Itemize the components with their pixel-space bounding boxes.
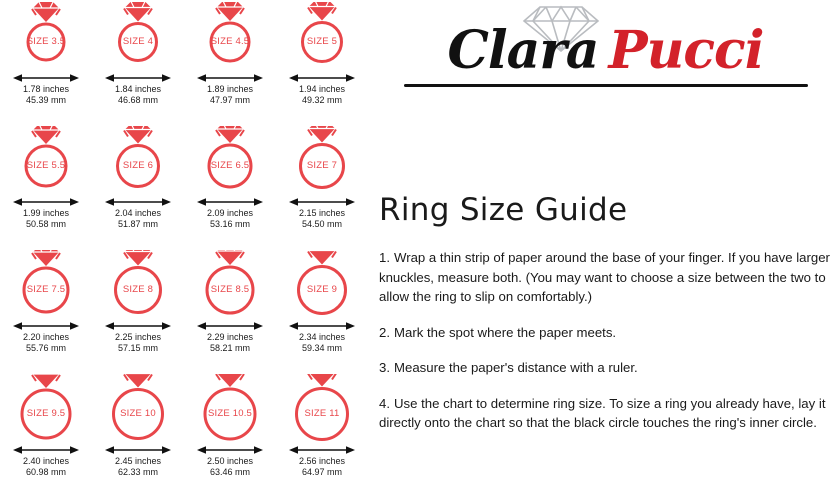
ring-size-label: SIZE 8 (122, 284, 154, 295)
measurement-inches: 1.99 inches (22, 208, 70, 218)
ring-size-cell (0, 372, 92, 496)
ring-illustration (184, 248, 276, 326)
ring-size-label: SIZE 7.5 (26, 284, 66, 295)
measurement-mm: 53.16 mm (209, 219, 251, 229)
ring-size-label: SIZE 6 (122, 160, 154, 171)
ring-size-label: SIZE 5.5 (26, 160, 66, 171)
ring-size-label: SIZE 7 (306, 160, 338, 171)
measurement-mm: 51.87 mm (117, 219, 159, 229)
measurement-text (92, 84, 184, 106)
ring-illustration (276, 0, 368, 78)
ring-illustration (92, 124, 184, 202)
measurement-inches: 2.29 inches (206, 332, 254, 342)
ring-size-label: SIZE 3.5 (26, 36, 66, 47)
ring-size-cell (276, 124, 368, 248)
measurement-inches: 1.84 inches (114, 84, 162, 94)
ring-size-cell (276, 0, 368, 124)
measurement-inches: 1.78 inches (22, 84, 70, 94)
diameter-arrow (289, 70, 355, 80)
ring-size-cell (0, 124, 92, 248)
ring-size-label: SIZE 9 (306, 284, 338, 295)
ring-illustration (92, 372, 184, 450)
ring-size-cell (92, 124, 184, 248)
step-number: 4. (379, 395, 390, 411)
ring-size-label: SIZE 5 (306, 36, 338, 47)
ring-size-cell (276, 248, 368, 372)
ring-size-label: SIZE 4.5 (210, 36, 250, 47)
ring-size-cell (184, 124, 276, 248)
measurement-inches: 2.40 inches (22, 456, 70, 466)
measurement-mm: 64.97 mm (301, 467, 343, 477)
measurement-inches: 2.25 inches (114, 332, 162, 342)
measurement-mm: 57.15 mm (117, 343, 159, 353)
ring-size-label: SIZE 4 (122, 36, 154, 47)
step-number: 3. (379, 360, 390, 375)
instruction-step (379, 358, 834, 378)
ring-illustration (0, 248, 92, 326)
ring-illustration (0, 124, 92, 202)
measurement-mm: 59.34 mm (301, 343, 343, 353)
diameter-arrow (13, 318, 79, 328)
ring-illustration (276, 372, 368, 450)
measurement-text (184, 456, 276, 478)
ring-size-cell (92, 0, 184, 124)
diameter-arrow (197, 318, 263, 328)
diameter-arrow (197, 70, 263, 80)
ring-illustration (0, 372, 92, 450)
diameter-arrow (105, 442, 171, 452)
ring-illustration (276, 124, 368, 202)
measurement-text (0, 208, 92, 230)
ring-size-cell (184, 0, 276, 124)
step-number: 2. (379, 324, 390, 340)
diameter-arrow (289, 442, 355, 452)
measurement-text (0, 456, 92, 478)
diameter-arrow (13, 70, 79, 80)
measurement-mm: 60.98 mm (25, 467, 67, 477)
ring-size-cell (0, 248, 92, 372)
measurement-inches: 1.89 inches (206, 84, 254, 94)
step-text: Wrap a thin strip of paper around the base of your finger. If you have larger knuckles, measure both. (You may want to choose a size between the two to allow the ring to slip on comfortably.) (379, 250, 830, 304)
ring-illustration (184, 0, 276, 78)
measurement-inches: 2.45 inches (114, 456, 162, 466)
measurement-inches: 2.09 inches (206, 208, 254, 218)
measurement-inches: 2.34 inches (298, 332, 346, 342)
ring-size-cell (184, 372, 276, 496)
ring-size-cell (276, 372, 368, 496)
ring-size-chart (0, 0, 368, 501)
measurement-inches: 2.50 inches (206, 456, 254, 466)
measurement-inches: 2.56 inches (298, 456, 346, 466)
diameter-arrow (13, 442, 79, 452)
brand-word-second: Pucci (608, 20, 764, 81)
measurement-text (276, 208, 368, 230)
measurement-inches: 2.15 inches (298, 208, 346, 218)
measurement-text (276, 332, 368, 354)
measurement-mm: 54.50 mm (301, 219, 343, 229)
measurement-mm: 55.76 mm (25, 343, 67, 353)
measurement-text (276, 456, 368, 478)
brand-word-first: Clara (447, 20, 599, 81)
ring-size-cell (0, 0, 92, 124)
measurement-text (92, 332, 184, 354)
ring-size-label: SIZE 9.5 (26, 408, 66, 419)
diameter-arrow (13, 194, 79, 204)
ring-size-cell (92, 248, 184, 372)
step-text: Use the chart to determine ring size. To size a ring you already have, lay it directly onto the chart so that the black circle touches the ring's inner circle. (379, 395, 826, 430)
instruction-step (379, 394, 834, 433)
measurement-mm: 45.39 mm (25, 95, 67, 105)
measurement-mm: 50.58 mm (25, 219, 67, 229)
ring-size-cell (184, 248, 276, 372)
instruction-step (379, 323, 834, 343)
brand-wordmark (378, 20, 833, 81)
ring-illustration (92, 0, 184, 78)
instruction-step (379, 248, 834, 307)
brand-underline (404, 84, 808, 87)
measurement-mm: 46.68 mm (117, 95, 159, 105)
ring-illustration (276, 248, 368, 326)
diameter-arrow (105, 70, 171, 80)
ring-size-label: SIZE 10 (120, 408, 156, 419)
instruction-steps (379, 248, 834, 449)
ring-illustration (184, 372, 276, 450)
measurement-mm: 58.21 mm (209, 343, 251, 353)
diameter-arrow (197, 194, 263, 204)
ring-size-label: SIZE 6.5 (210, 160, 250, 171)
measurement-text (92, 456, 184, 478)
measurement-mm: 63.46 mm (209, 467, 251, 477)
right-panel (372, 0, 839, 501)
measurement-inches: 2.04 inches (114, 208, 162, 218)
diameter-arrow (197, 442, 263, 452)
measurement-inches: 2.20 inches (22, 332, 70, 342)
measurement-text (0, 332, 92, 354)
measurement-text (276, 84, 368, 106)
brand-logo (378, 2, 833, 98)
ring-size-label: SIZE 8.5 (210, 284, 250, 295)
ring-size-cell (92, 372, 184, 496)
ring-size-label: SIZE 11 (304, 408, 340, 419)
step-text: Measure the paper's distance with a ruler. (394, 360, 638, 375)
measurement-text (92, 208, 184, 230)
measurement-text (184, 84, 276, 106)
measurement-inches: 1.94 inches (298, 84, 346, 94)
measurement-mm: 62.33 mm (117, 467, 159, 477)
ring-illustration (0, 0, 92, 78)
ring-illustration (92, 248, 184, 326)
ring-size-label: SIZE 10.5 (207, 408, 253, 419)
diameter-arrow (105, 194, 171, 204)
diameter-arrow (105, 318, 171, 328)
measurement-text (0, 84, 92, 106)
diameter-arrow (289, 318, 355, 328)
measurement-text (184, 208, 276, 230)
measurement-mm: 47.97 mm (209, 95, 251, 105)
page-title: Ring Size Guide (379, 192, 628, 228)
measurement-mm: 49.32 mm (301, 95, 343, 105)
diameter-arrow (289, 194, 355, 204)
step-text: Mark the spot where the paper meets. (394, 324, 617, 340)
measurement-text (184, 332, 276, 354)
ring-illustration (184, 124, 276, 202)
step-number: 1. (379, 250, 390, 265)
